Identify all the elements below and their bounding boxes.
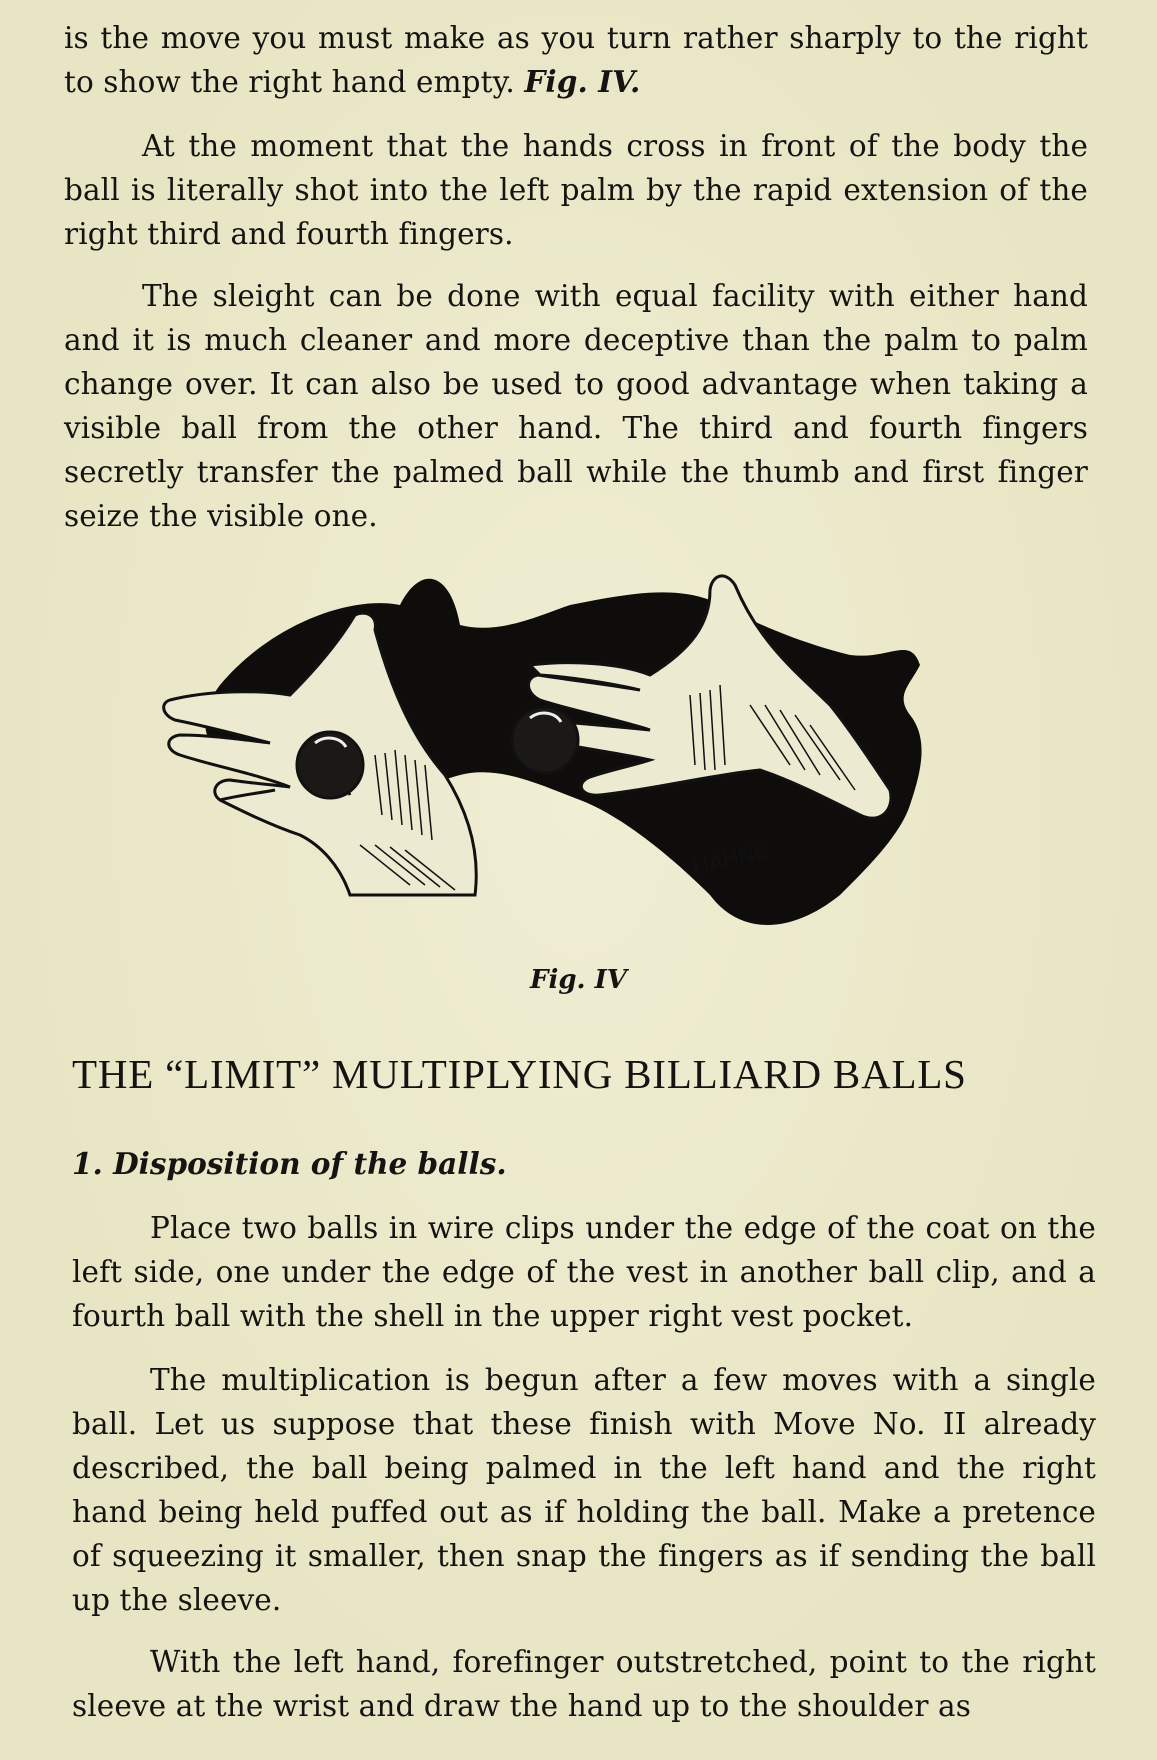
- hands-illustration: [150, 565, 1030, 945]
- figure-caption: Fig. IV: [530, 965, 627, 995]
- illustrator-signature: HAHNE: [690, 836, 771, 880]
- paragraph-1: [64, 16, 1088, 104]
- paragraph-4: Place two balls in wire clips under the edge of the coat on the left side, one under the edge of the vest in another ball clip, and a fourth ball with the shell in the upper right vest pocket.: [72, 1211, 1096, 1333]
- figure-reference: Fig. IV.: [524, 64, 641, 99]
- paragraph-1-text: is the move you must make as you turn rather sharply to the right to show the right hand empty.: [64, 21, 1088, 99]
- right-ball: [512, 707, 578, 773]
- paragraph-6: With the left hand, forefinger outstretched, point to the right sleeve at the wrist and draw the hand up to the shoulder as: [72, 1645, 1096, 1723]
- subheading: 1. Disposition of the balls.: [72, 1146, 507, 1181]
- left-ball: [297, 732, 363, 798]
- paragraph-5: The multiplication is begun after a few moves with a single ball. Let us suppose that these finish with Move No. II already described, the ball being palmed in the left hand and the right hand being held puffed out as if holding the ball. Make a pretence of squeezing it smaller, then snap the fingers as if sending the ball up the sleeve.: [72, 1363, 1096, 1617]
- paragraph-3: The sleight can be done with equal facility with either hand and it is much cleaner and more deceptive than the palm to palm change over. It can also be used to good advantage when taking a visible ball from the other hand. The third and fourth fingers secretly transfer the palmed ball while the thumb and first finger seize the visible one.: [64, 279, 1088, 533]
- paragraph-2: At the moment that the hands cross in front of the body the ball is literally shot into the left palm by the rapid extension of the right third and fourth fingers.: [64, 129, 1088, 251]
- section-heading: THE “LIMIT” MULTIPLYING BILLIARD BALLS: [72, 1051, 967, 1097]
